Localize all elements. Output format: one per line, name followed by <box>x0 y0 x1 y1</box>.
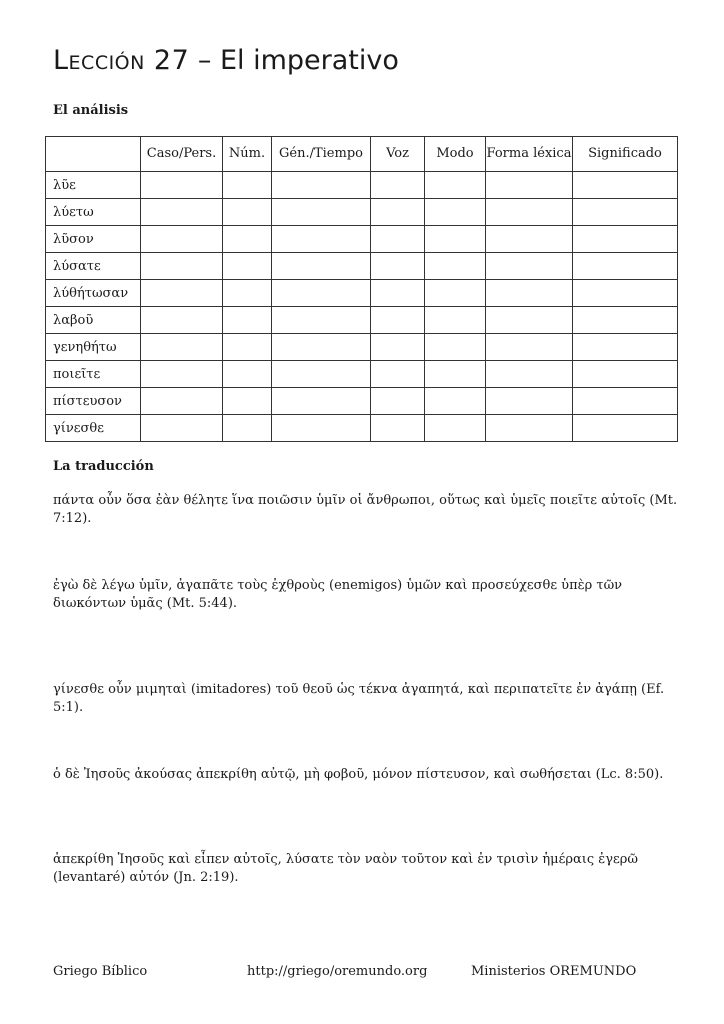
column-header-modo: Modo <box>425 137 486 172</box>
answer-cell <box>425 415 486 442</box>
answer-cell <box>371 415 425 442</box>
answer-cell <box>223 307 272 334</box>
answer-cell <box>272 172 371 199</box>
answer-cell <box>425 361 486 388</box>
word-cell: λῦε <box>46 172 141 199</box>
answer-cell <box>486 280 573 307</box>
answer-cell <box>573 172 678 199</box>
answer-cell <box>223 253 272 280</box>
answer-cell <box>371 226 425 253</box>
answer-cell <box>573 334 678 361</box>
answer-cell <box>573 280 678 307</box>
translation-sentence: ἐγὼ δὲ λέγω ὑμῖν, ἀγαπᾶτε τοὺς ἐχθροὺς (enemigos) ὑμῶν καὶ προσεύχεσθε ὑπὲρ τῶν διωκόντων ὑμᾶς (Mt. 5:44). <box>53 578 623 611</box>
answer-cell <box>371 253 425 280</box>
column-header-genero: Gén./Tiempo <box>272 137 371 172</box>
translation-heading: La traducción <box>53 459 154 474</box>
word-cell: ποιεῖτε <box>46 361 141 388</box>
answer-cell <box>486 307 573 334</box>
translation-sentence: πάντα οὖν ὅσα ἐὰν θέλητε ἵνα ποιῶσιν ὑμῖν οἱ ἄνθρωποι, οὕτως καὶ ὑμεῖς ποιεῖτε αὐτοῖς (Mt. 7:12). <box>53 493 678 526</box>
answer-cell <box>486 226 573 253</box>
answer-cell <box>141 199 223 226</box>
footer-course-name: Griego Bíblico <box>53 964 148 979</box>
answer-cell <box>223 280 272 307</box>
word-cell: πίστευσον <box>46 388 141 415</box>
answer-cell <box>425 280 486 307</box>
answer-cell <box>486 388 573 415</box>
lesson-topic: El imperativo <box>219 45 399 76</box>
answer-cell <box>371 280 425 307</box>
word-cell: λαβοῦ <box>46 307 141 334</box>
answer-cell <box>371 307 425 334</box>
table-row <box>46 280 678 307</box>
answer-cell <box>272 334 371 361</box>
word-cell: λῦσον <box>46 226 141 253</box>
word-cell: γίνεσθε <box>46 415 141 442</box>
table-row <box>46 253 678 280</box>
answer-cell <box>573 226 678 253</box>
column-header-voz: Voz <box>371 137 425 172</box>
answer-cell <box>371 334 425 361</box>
answer-cell <box>425 226 486 253</box>
answer-cell <box>223 199 272 226</box>
answer-cell <box>272 280 371 307</box>
answer-cell <box>486 172 573 199</box>
answer-cell <box>425 253 486 280</box>
answer-cell <box>486 334 573 361</box>
answer-cell <box>371 199 425 226</box>
answer-cell <box>272 307 371 334</box>
answer-cell <box>141 172 223 199</box>
translation-sentence: ὁ δὲ Ἰησοῦς ἀκούσας ἀπεκρίθη αὐτῷ, μὴ φοβοῦ, μόνον πίστευσον, καὶ σωθήσεται (Lc. 8:50). <box>53 767 664 782</box>
column-header-forma: Forma léxica <box>486 137 573 172</box>
table-row <box>46 334 678 361</box>
answer-cell <box>272 361 371 388</box>
word-cell: λύετω <box>46 199 141 226</box>
table-row <box>46 415 678 442</box>
answer-cell <box>272 253 371 280</box>
column-header-caso: Caso/Pers. <box>141 137 223 172</box>
column-header-num: Núm. <box>223 137 272 172</box>
answer-cell <box>486 199 573 226</box>
answer-cell <box>573 388 678 415</box>
answer-cell <box>371 361 425 388</box>
footer-publisher: Ministerios OREMUNDO <box>471 964 637 979</box>
answer-cell <box>425 172 486 199</box>
word-cell: γενηθήτω <box>46 334 141 361</box>
answer-cell <box>573 415 678 442</box>
page-title <box>53 45 399 76</box>
answer-cell <box>272 415 371 442</box>
answer-cell <box>272 226 371 253</box>
table-header-row <box>46 137 678 172</box>
word-cell: λύθήτωσαν <box>46 280 141 307</box>
answer-cell <box>486 361 573 388</box>
table-row <box>46 172 678 199</box>
answer-cell <box>573 307 678 334</box>
answer-cell <box>425 388 486 415</box>
table-row <box>46 226 678 253</box>
table-row <box>46 361 678 388</box>
word-cell: λύσατε <box>46 253 141 280</box>
answer-cell <box>223 226 272 253</box>
footer-url: http://griego/oremundo.org <box>247 964 428 979</box>
translation-sentence: ἀπεκρίθη Ἰησοῦς καὶ εἶπεν αὐτοῖς, λύσατε τὸν ναὸν τοῦτον καὶ ἐν τρισὶν ἡμέραις ἐγερῶ (levantaré) αὐτόν (Jn. 2:19). <box>53 852 639 885</box>
answer-cell <box>425 307 486 334</box>
answer-cell <box>573 253 678 280</box>
answer-cell <box>425 334 486 361</box>
analysis-table <box>45 136 678 442</box>
answer-cell <box>141 361 223 388</box>
answer-cell <box>223 334 272 361</box>
answer-cell <box>223 415 272 442</box>
answer-cell <box>141 253 223 280</box>
table-row <box>46 199 678 226</box>
answer-cell <box>486 253 573 280</box>
answer-cell <box>141 226 223 253</box>
answer-cell <box>425 199 486 226</box>
answer-cell <box>141 334 223 361</box>
answer-cell <box>141 415 223 442</box>
answer-cell <box>371 172 425 199</box>
answer-cell <box>141 388 223 415</box>
answer-cell <box>272 199 371 226</box>
analysis-heading: El análisis <box>53 103 129 118</box>
answer-cell <box>223 361 272 388</box>
answer-cell <box>272 388 371 415</box>
table-row <box>46 388 678 415</box>
answer-cell <box>573 361 678 388</box>
answer-cell <box>486 415 573 442</box>
answer-cell <box>141 280 223 307</box>
title-separator: – <box>189 45 220 76</box>
column-header-significado: Significado <box>573 137 678 172</box>
answer-cell <box>371 388 425 415</box>
answer-cell <box>223 388 272 415</box>
answer-cell <box>573 199 678 226</box>
answer-cell <box>223 172 272 199</box>
lesson-label: Lección 27 <box>53 45 190 76</box>
column-header <box>46 137 141 172</box>
translation-sentence: γίνεσθε οὖν μιμηταὶ (imitadores) τοῦ θεοῦ ὡς τέκνα ἀγαπητά, καὶ περιπατεῖτε ἐν ἀγάπῃ (Ef. 5:1). <box>53 682 665 715</box>
answer-cell <box>141 307 223 334</box>
table-row <box>46 307 678 334</box>
